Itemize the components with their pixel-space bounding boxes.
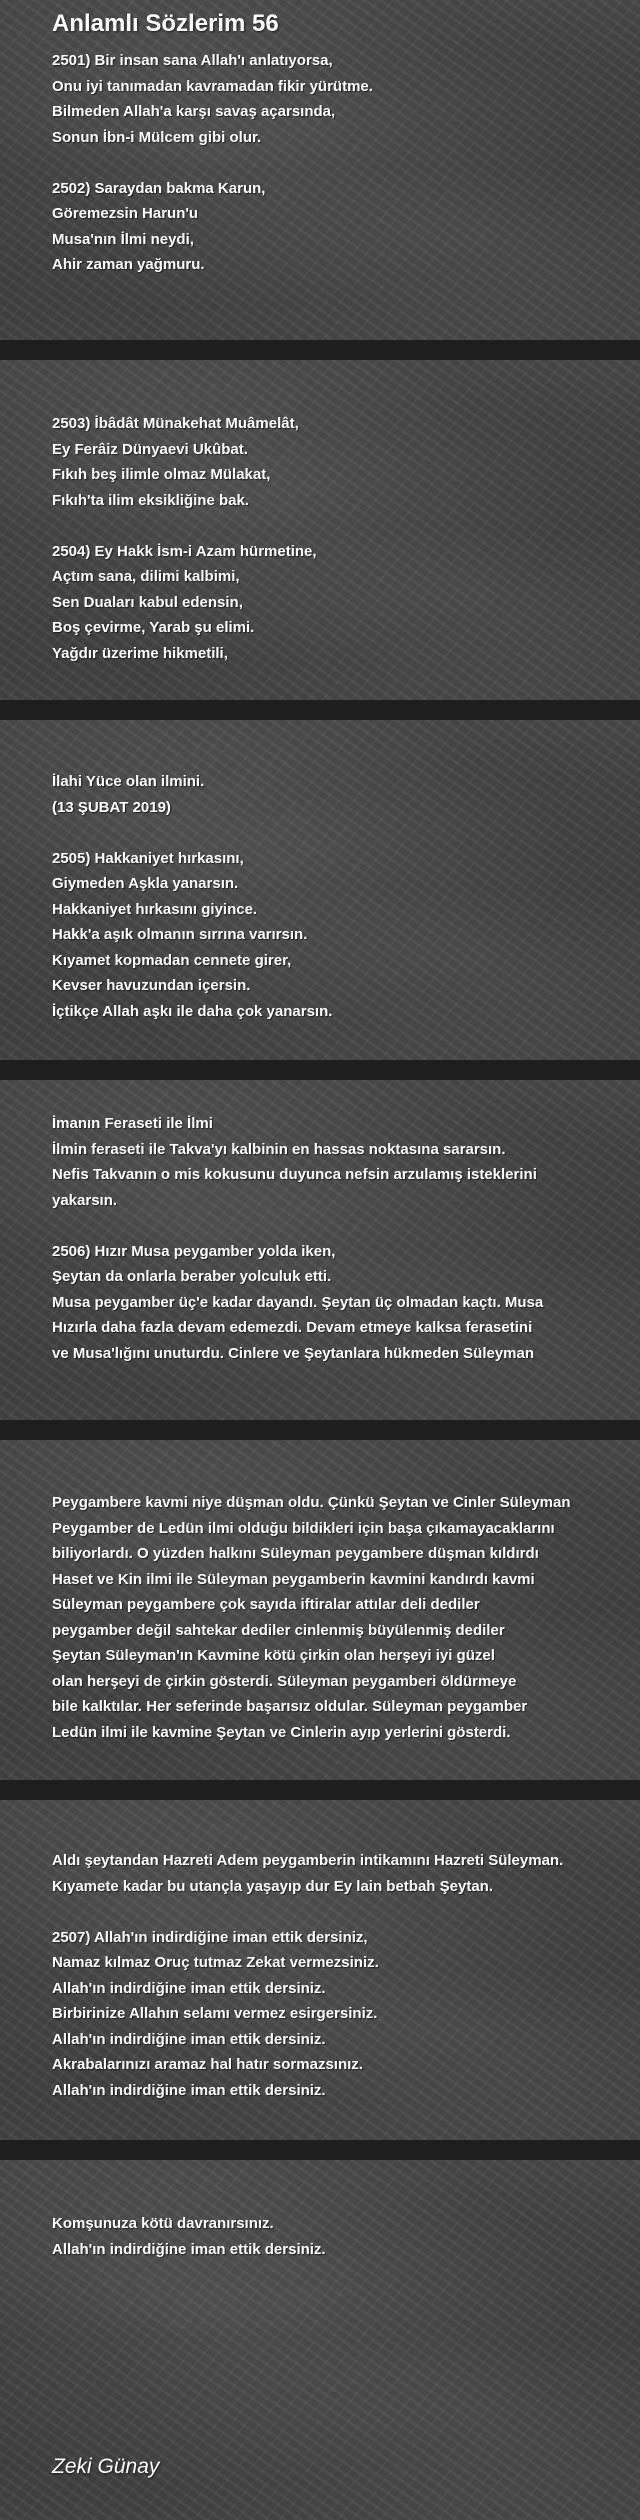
poem-line: Musa peygamber üç'e kadar dayandı. Şeytan üç olmadan kaçtı. Musa	[52, 1293, 544, 1311]
poem-panel-text	[52, 1111, 620, 1366]
poem-line: Kıyamet kopmadan cennete girer,	[52, 951, 292, 969]
poem-line: 2502) Saraydan bakma Karun,	[52, 179, 266, 197]
poem-line: Allah'ın indirdiğine iman ettik dersiniz.	[52, 2081, 326, 2099]
poem-line: Hakk'a aşık olmanın sırrına varırsın.	[52, 926, 308, 943]
poem-line: Onu iyi tanımadan kavramadan fikir yürütme.	[52, 77, 373, 95]
poem-panel-2	[0, 360, 640, 700]
poem-panel-5	[0, 1440, 640, 1780]
poem-line: Sen Duaları kabul edensin,	[52, 593, 243, 611]
poem-panel-6	[0, 1800, 640, 2140]
stanza-gap	[52, 1213, 620, 1239]
poem-line: Ledün ilmi ile kavmine Şeytan ve Cinlerin ayıp yerlerini gösterdi.	[52, 1723, 511, 1741]
poem-panel-text	[52, 2211, 620, 2262]
poem-line: Kıyamete kadar bu utançla yaşayıp dur Ey lain betbah Şeytan.	[52, 1877, 493, 1895]
poem-line: (13 ŞUBAT 2019)	[52, 798, 171, 816]
poem-line: İmanın Feraseti ile İlmi	[52, 1115, 213, 1132]
poem-line: 2505) Hakkaniyet hırkasını,	[52, 849, 244, 867]
stanza-gap	[52, 1899, 620, 1925]
poem-panel-4	[0, 1080, 640, 1420]
poem-line: Açtım sana, dilimi kalbimi,	[52, 568, 240, 585]
poem-line: Hızırla daha fazla devam edemezdi. Devam etmeye kalksa ferasetini	[52, 1319, 533, 1336]
poem-panel-text	[52, 1848, 620, 2103]
poem-panel-text	[52, 411, 620, 666]
poem-panel-7	[0, 2160, 640, 2520]
poem-line: Boş çevirme, Yarab şu elimi.	[52, 619, 255, 636]
stanza-gap	[52, 513, 620, 539]
poem-line: Bilmeden Allah'a karşı savaş açarsında,	[52, 103, 336, 120]
poem-line: Allah'ın indirdiğine iman ettik dersiniz.	[52, 2030, 326, 2048]
poem-line: Şeytan Süleyman'ın Kavmine kötü çirkin olan herşeyi iyi güzel	[52, 1647, 495, 1664]
poem-line: Komşunuza kötü davranırsınız.	[52, 2215, 274, 2232]
poem-panel-text	[52, 48, 620, 278]
poem-line: Musa'nın İlmi neydi,	[52, 230, 194, 248]
poem-line: Peygambere kavmi niye düşman oldu. Çünkü Şeytan ve Cinler Süleyman	[52, 1494, 571, 1511]
poem-panel-3	[0, 720, 640, 1060]
stanza-gap	[52, 820, 620, 846]
poem-line: Allah'ın indirdiğine iman ettik dersiniz.	[52, 1979, 326, 1997]
poem-line: Fıkıh beş ilimle olmaz Mülakat,	[52, 466, 271, 483]
poem-panel-text	[52, 769, 620, 1024]
poem-line: Yağdır üzerime hikmetili,	[52, 644, 228, 662]
poem-panel-text	[52, 1490, 620, 1745]
stanza-gap	[52, 150, 620, 176]
poem-line: Süleyman peygambere çok sayıda iftiralar attılar deli dediler	[52, 1596, 480, 1613]
poem-line: biliyorlardı. O yüzden halkını Süleyman peygambere düşman kıldırdı	[52, 1545, 539, 1562]
poem-line: İlmin feraseti ile Takva'yı kalbinin en hassas noktasına sararsın.	[52, 1140, 506, 1158]
poem-line: İlahi Yüce olan ilmini.	[52, 773, 205, 790]
poem-line: Birbirinize Allahın selamı vermez esirgersiniz.	[52, 2005, 378, 2022]
poem-panel-1	[0, 0, 640, 340]
author-name: Zeki Günay	[52, 2455, 160, 2478]
poem-line: 2503) İbâdât Münakehat Muâmelât,	[52, 415, 299, 432]
poem-line: 2507) Allah'ın indirdiğine iman ettik dersiniz,	[52, 1928, 368, 1946]
poem-line: olan herşeyi de çirkin gösterdi. Süleyman peygamberi öldürmeye	[52, 1672, 517, 1690]
poem-line: Sonun İbn-i Mülcem gibi olur.	[52, 128, 262, 146]
poem-line: Akrabalarınızı aramaz hal hatır sormazsınız.	[52, 2056, 363, 2073]
poem-line: Ahir zaman yağmuru.	[52, 256, 205, 273]
poem-line: Hakkaniyet hırkasını giyince.	[52, 900, 258, 918]
poem-line: Allah'ın indirdiğine iman ettik dersiniz.	[52, 2240, 326, 2258]
poem-line: ve Musa'lığını unuturdu. Cinlere ve Şeytanlara hükmeden Süleyman	[52, 1344, 535, 1362]
poem-line: İçtikçe Allah aşkı ile daha çok yanarsın.	[52, 1002, 333, 1020]
poem-line: Nefis Takvanın o mis kokusunu duyunca nefsin arzulamış isteklerini	[52, 1166, 537, 1183]
poem-line: Namaz kılmaz Oruç tutmaz Zekat vermezsiniz.	[52, 1954, 379, 1971]
poem-line: Giymeden Aşkla yanarsın.	[52, 875, 239, 892]
poem-line: Şeytan da onlarla beraber yolculuk etti.	[52, 1268, 332, 1285]
poem-line: Aldı şeytandan Hazreti Adem peygamberin intikamını Hazreti Süleyman.	[52, 1852, 564, 1869]
poem-title: Anlamlı Sözlerim 56	[52, 10, 279, 37]
poem-line: Peygamber de Ledün ilmi olduğu bildikleri için başa çıkamayacaklarını	[52, 1519, 555, 1537]
poem-line: yakarsın.	[52, 1191, 118, 1209]
poem-line: Kevser havuzundan içersin.	[52, 977, 251, 994]
poem-line: peygamber değil sahtekar dediler cinlenmiş büyülenmiş dediler	[52, 1621, 505, 1639]
poem-line: Göremezsin Harun'u	[52, 205, 199, 222]
poem-line: 2504) Ey Hakk İsm-i Azam hürmetine,	[52, 542, 317, 560]
poem-line: bile kalktılar. Her seferinde başarısız oldular. Süleyman peygamber	[52, 1698, 528, 1715]
poem-line: Ey Ferâiz Dünyaevi Ukûbat.	[52, 440, 248, 458]
poem-line: 2506) Hızır Musa peygamber yolda iken,	[52, 1242, 336, 1260]
poem-line: Fıkıh'ta ilim eksikliğine bak.	[52, 491, 249, 509]
poem-line: 2501) Bir insan sana Allah'ı anlatıyorsa,	[52, 52, 333, 69]
poem-line: Haset ve Kin ilmi ile Süleyman peygamberin kavmini kandırdı kavmi	[52, 1570, 535, 1588]
